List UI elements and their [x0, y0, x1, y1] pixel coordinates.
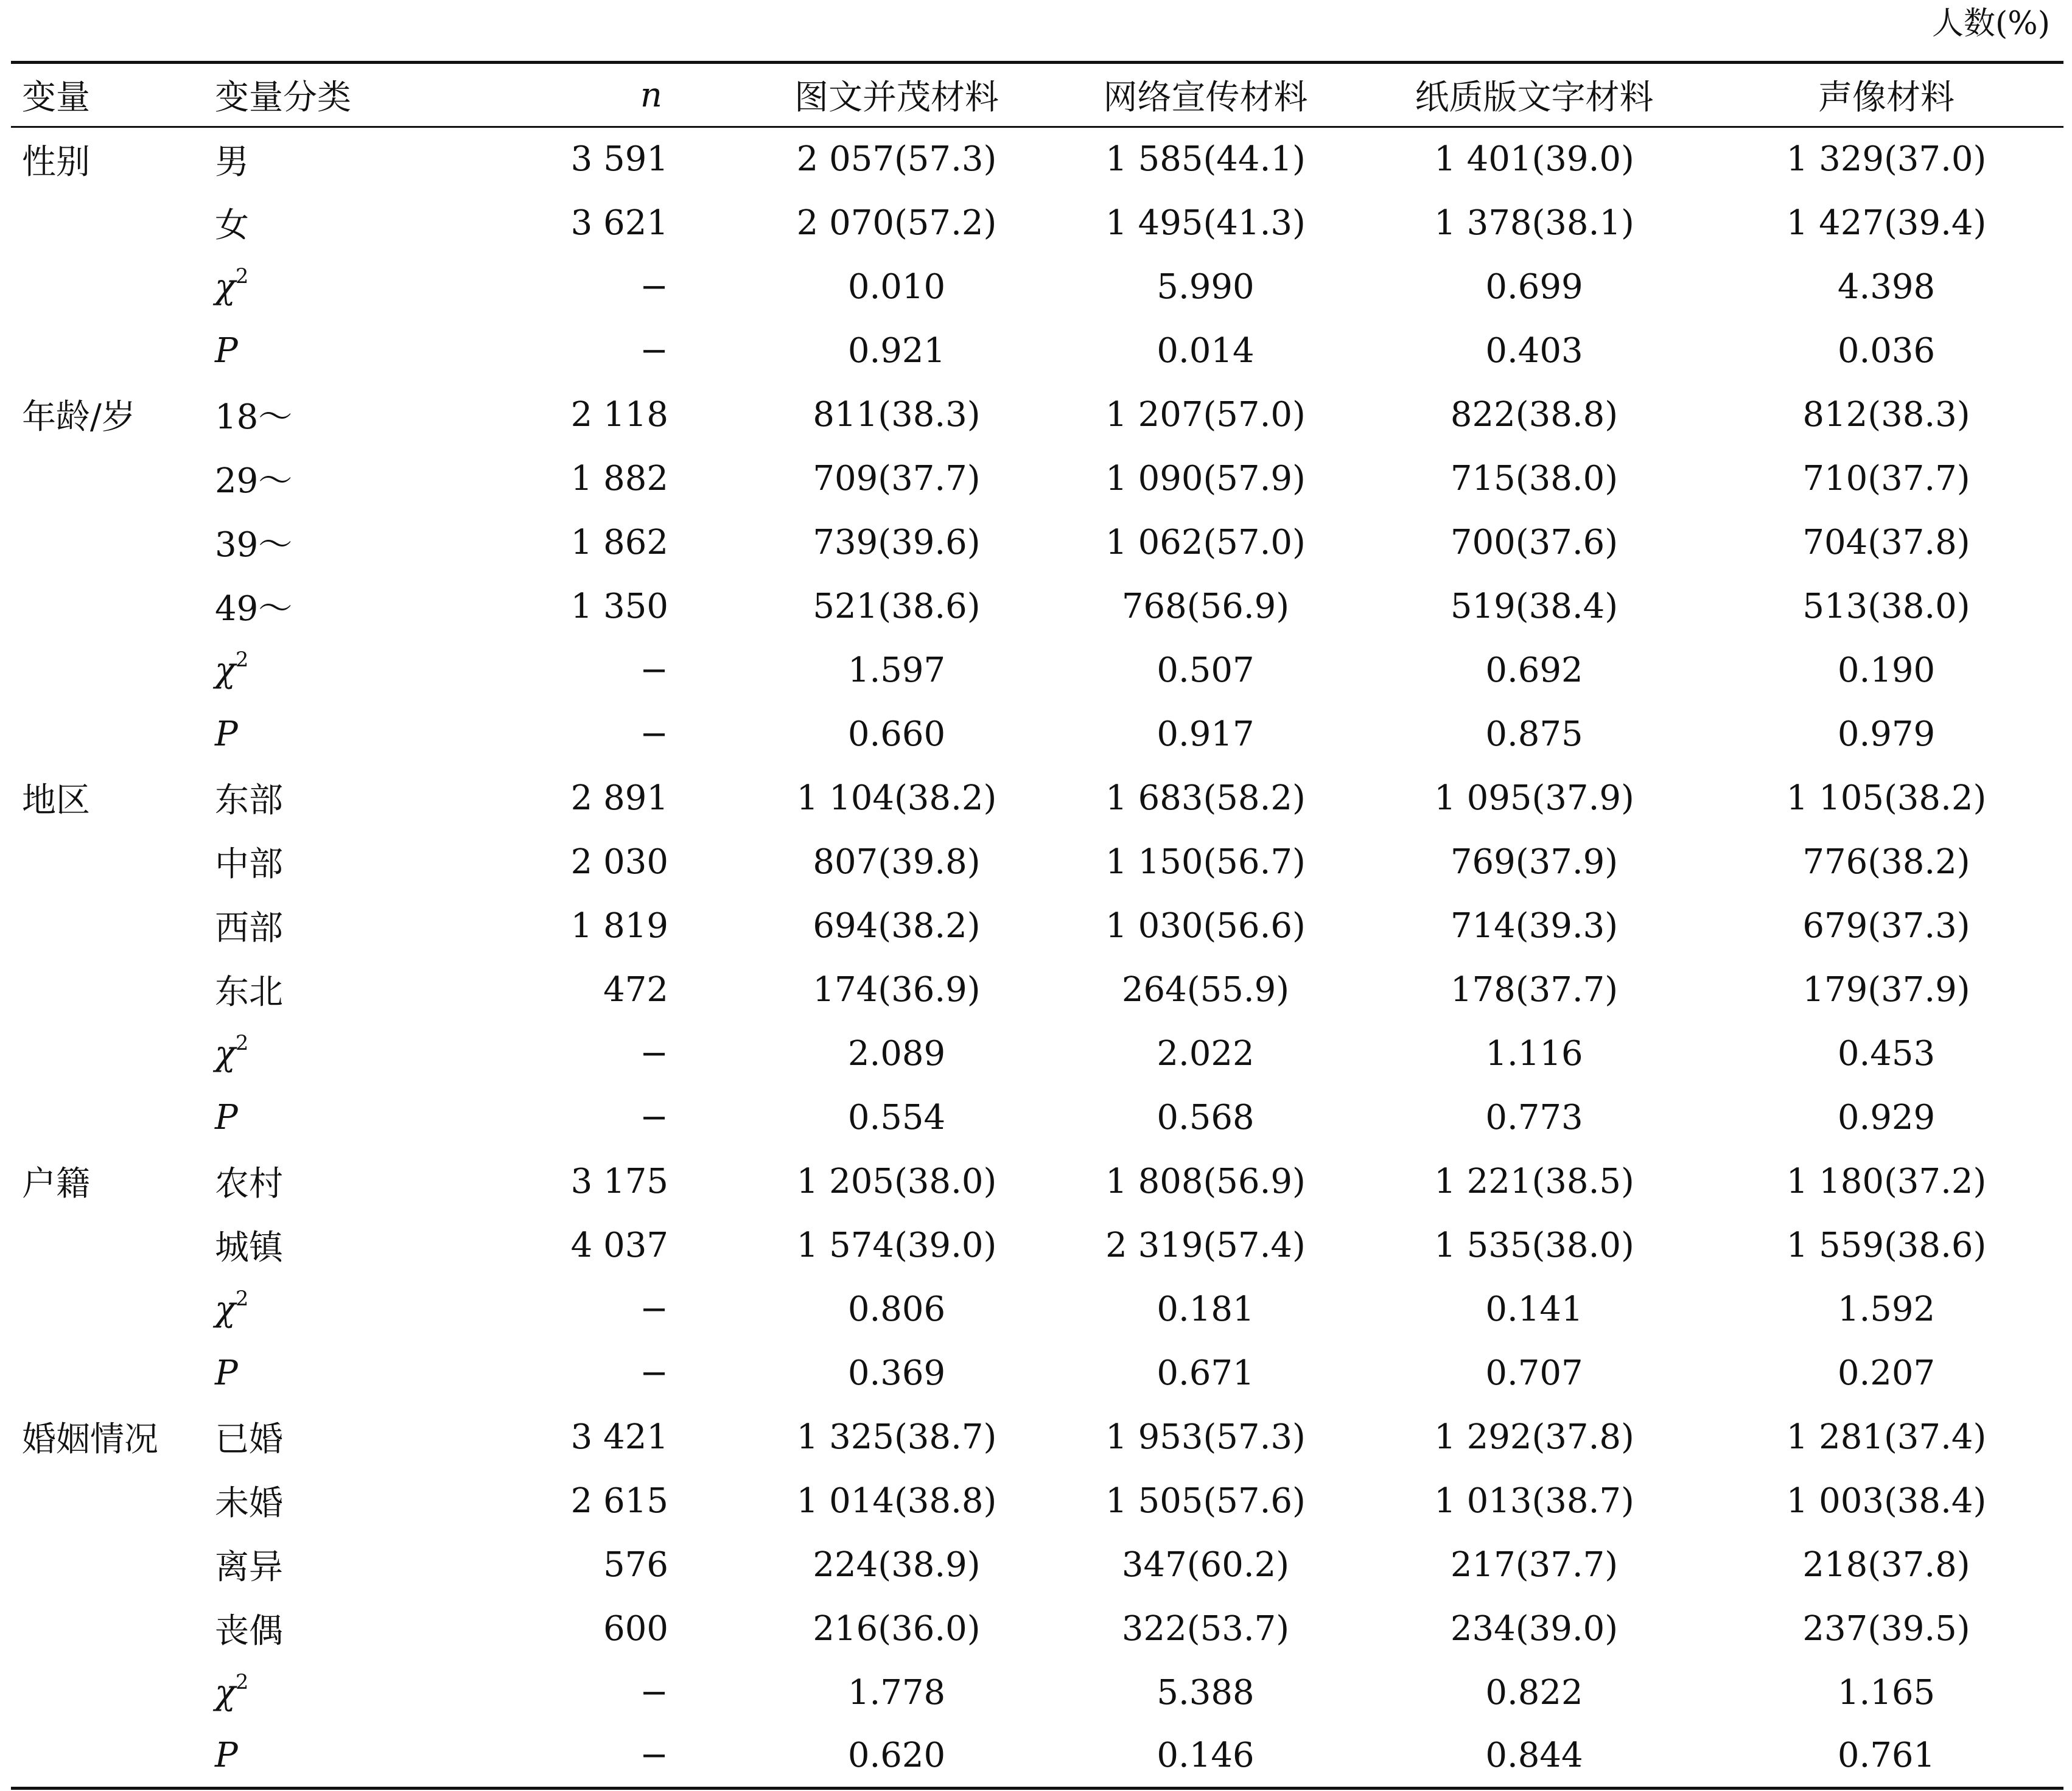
col4-cell: 0.979: [1837, 714, 1936, 754]
category-cell: [215, 1405, 391, 1469]
category-cell: [215, 702, 391, 766]
category-label: χ: [215, 1033, 236, 1074]
col3-cell: 0.692: [1485, 650, 1583, 690]
col4-cell: 704(37.8): [1802, 522, 1970, 562]
col2-cell: 768(56.9): [1121, 586, 1290, 626]
table-row: [11, 1213, 2063, 1277]
superscript: 2: [235, 264, 249, 288]
variable-cell: [11, 1725, 215, 1789]
col3-cell: 1 401(39.0): [1434, 139, 1634, 180]
superscript: 2: [235, 647, 249, 671]
table-body: [11, 127, 2063, 1789]
n-cell: 472: [603, 969, 668, 1010]
category-label: χ: [215, 267, 236, 307]
category-label: P: [215, 1353, 238, 1393]
col1-cell: 2.089: [847, 1033, 946, 1074]
unit-label: 人数(%): [1932, 5, 2050, 42]
category-cell: [215, 1341, 391, 1405]
variable-cell: [11, 1597, 215, 1661]
category-label: 女: [215, 206, 249, 245]
col1-cell: 709(37.7): [813, 458, 981, 498]
n-cell: 3 591: [570, 139, 668, 180]
table-row: [11, 127, 2063, 191]
n-cell: 2 030: [570, 842, 668, 882]
col4-cell: 1 329(37.0): [1786, 139, 1987, 180]
col4-cell: 1 003(38.4): [1786, 1481, 1987, 1521]
col1-cell: 1 104(38.2): [796, 778, 997, 818]
col4-cell: 1 180(37.2): [1786, 1161, 1987, 1201]
col2-cell: 1 150(56.7): [1105, 842, 1306, 882]
category-label: 未婚: [215, 1484, 283, 1523]
n-cell: 3 175: [570, 1161, 668, 1201]
col3-cell: 700(37.6): [1450, 522, 1619, 562]
col3-cell: 0.699: [1485, 267, 1583, 307]
variable-cell: 年龄/岁: [22, 397, 136, 437]
col4-cell: 1.592: [1837, 1289, 1936, 1329]
col2-cell: 347(60.2): [1121, 1545, 1290, 1585]
col2-cell: 2 319(57.4): [1105, 1225, 1306, 1265]
table-row: [11, 255, 2063, 319]
category-cell: [215, 191, 391, 255]
col2-cell: 1 505(57.6): [1105, 1481, 1306, 1521]
category-cell: [215, 1022, 391, 1086]
col2-cell: 5.990: [1157, 267, 1255, 307]
col3-cell: 0.141: [1485, 1289, 1583, 1329]
n-cell: −: [640, 330, 668, 371]
category-cell: [215, 638, 391, 702]
category-cell: [215, 766, 391, 830]
variable-cell: [11, 1086, 215, 1150]
category-label: 东部: [215, 781, 283, 820]
table-row: [11, 702, 2063, 766]
table-row: [11, 1277, 2063, 1341]
category-cell: [215, 1086, 391, 1150]
header-col1: 图文并茂材料: [794, 78, 999, 117]
col4-cell: 1.165: [1837, 1672, 1936, 1712]
variable-cell: [11, 894, 215, 958]
col2-cell: 264(55.9): [1121, 969, 1290, 1010]
table-row: [11, 958, 2063, 1022]
col2-cell: 0.568: [1157, 1097, 1255, 1137]
col4-cell: 4.398: [1837, 267, 1936, 307]
col4-cell: 179(37.9): [1802, 969, 1970, 1010]
col1-cell: 0.660: [847, 714, 946, 754]
category-label: P: [215, 1736, 238, 1776]
col2-cell: 1 683(58.2): [1105, 778, 1306, 818]
col1-cell: 1.597: [847, 650, 946, 690]
superscript: 2: [235, 1286, 249, 1310]
table-row: [11, 1405, 2063, 1469]
col1-cell: 0.369: [847, 1353, 946, 1393]
n-cell: 576: [603, 1545, 668, 1585]
variable-cell: [11, 574, 215, 638]
category-label: 29～: [215, 461, 293, 501]
variable-cell: 婚姻情况: [22, 1420, 158, 1459]
category-cell: [215, 447, 391, 511]
data-table: [11, 61, 2063, 1790]
table-row: [11, 511, 2063, 574]
category-cell: [215, 1469, 391, 1533]
category-label: χ: [215, 1672, 236, 1712]
category-cell: [215, 830, 391, 894]
table-row: [11, 383, 2063, 447]
table-row: [11, 447, 2063, 511]
col3-cell: 178(37.7): [1450, 969, 1619, 1010]
col4-cell: 710(37.7): [1802, 458, 1970, 498]
col1-cell: 694(38.2): [813, 906, 981, 946]
category-cell: [215, 1533, 391, 1597]
category-cell: [215, 255, 391, 319]
col4-cell: 0.453: [1837, 1033, 1936, 1074]
category-label: 离异: [215, 1548, 283, 1587]
col2-cell: 5.388: [1157, 1672, 1255, 1712]
col2-cell: 1 090(57.9): [1105, 458, 1306, 498]
col4-cell: 1 559(38.6): [1786, 1225, 1987, 1265]
col4-cell: 1 281(37.4): [1786, 1417, 1987, 1457]
col3-cell: 1 292(37.8): [1434, 1417, 1634, 1457]
category-label: χ: [215, 650, 236, 690]
col1-cell: 0.921: [847, 330, 946, 371]
header-n: n: [640, 75, 662, 115]
variable-cell: [11, 511, 215, 574]
col2-cell: 322(53.7): [1121, 1608, 1290, 1649]
category-label: 西部: [215, 909, 283, 948]
header-col2: 网络宣传材料: [1103, 78, 1308, 117]
variable-cell: [11, 1022, 215, 1086]
table-row: [11, 1341, 2063, 1405]
category-cell: [215, 511, 391, 574]
variable-cell: [11, 1533, 215, 1597]
n-cell: 3 621: [570, 203, 668, 243]
col1-cell: 216(36.0): [813, 1608, 981, 1649]
superscript: 2: [235, 1030, 249, 1055]
col2-cell: 2.022: [1157, 1033, 1255, 1074]
table-row: [11, 766, 2063, 830]
col4-cell: 0.929: [1837, 1097, 1936, 1137]
variable-cell: [11, 255, 215, 319]
col2-cell: 1 062(57.0): [1105, 522, 1306, 562]
n-cell: −: [640, 650, 668, 690]
col3-cell: 1 378(38.1): [1434, 203, 1634, 243]
col2-cell: 0.507: [1157, 650, 1255, 690]
category-label: P: [215, 1097, 238, 1137]
col3-cell: 1.116: [1485, 1033, 1583, 1074]
n-cell: 1 862: [570, 522, 668, 562]
header-category: 变量分类: [215, 78, 351, 117]
category-cell: [215, 1725, 391, 1789]
col4-cell: 0.761: [1837, 1736, 1936, 1776]
variable-cell: [11, 1213, 215, 1277]
col4-cell: 1 427(39.4): [1786, 203, 1987, 243]
category-label: 49～: [215, 589, 293, 629]
variable-cell: [11, 830, 215, 894]
category-cell: [215, 1213, 391, 1277]
table-row: [11, 1469, 2063, 1533]
col1-cell: 174(36.9): [813, 969, 981, 1010]
col4-cell: 218(37.8): [1802, 1545, 1970, 1585]
col2-cell: 1 495(41.3): [1105, 203, 1306, 243]
col3-cell: 217(37.7): [1450, 1545, 1619, 1585]
col2-cell: 1 808(56.9): [1105, 1161, 1306, 1201]
col1-cell: 0.010: [847, 267, 946, 307]
variable-cell: [11, 1341, 215, 1405]
col3-cell: 1 221(38.5): [1434, 1161, 1634, 1201]
table-row: [11, 319, 2063, 383]
col1-cell: 2 070(57.2): [796, 203, 997, 243]
n-cell: −: [640, 1353, 668, 1393]
col1-cell: 0.806: [847, 1289, 946, 1329]
col3-cell: 822(38.8): [1450, 394, 1619, 435]
col3-cell: 715(38.0): [1450, 458, 1619, 498]
table-row: [11, 1022, 2063, 1086]
category-cell: [215, 1661, 391, 1725]
n-cell: −: [640, 1672, 668, 1712]
variable-cell: 地区: [22, 781, 90, 820]
col4-cell: 0.207: [1837, 1353, 1936, 1393]
header-col3: 纸质版文字材料: [1415, 78, 1654, 117]
col2-cell: 0.146: [1157, 1736, 1255, 1776]
col1-cell: 1 205(38.0): [796, 1161, 997, 1201]
col3-cell: 0.773: [1485, 1097, 1583, 1137]
table-row: [11, 1725, 2063, 1789]
n-cell: 2 891: [570, 778, 668, 818]
n-cell: −: [640, 1097, 668, 1137]
col4-cell: 513(38.0): [1802, 586, 1970, 626]
category-cell: [215, 127, 391, 191]
variable-cell: [11, 958, 215, 1022]
table-row: [11, 830, 2063, 894]
col3-cell: 0.844: [1485, 1736, 1583, 1776]
n-cell: 1 819: [570, 906, 668, 946]
col3-cell: 769(37.9): [1450, 842, 1619, 882]
category-label: 18～: [215, 397, 293, 437]
category-label: 中部: [215, 845, 283, 884]
n-cell: −: [640, 1033, 668, 1074]
category-label: 39～: [215, 525, 293, 565]
col1-cell: 1.778: [847, 1672, 946, 1712]
col1-cell: 1 574(39.0): [796, 1225, 997, 1265]
table-row: [11, 1533, 2063, 1597]
category-label: 男: [215, 142, 249, 182]
category-label: P: [215, 330, 238, 371]
n-cell: −: [640, 267, 668, 307]
category-cell: [215, 574, 391, 638]
col3-cell: 0.707: [1485, 1353, 1583, 1393]
category-label: 东北: [215, 972, 283, 1012]
table-row: [11, 1661, 2063, 1725]
col4-cell: 812(38.3): [1802, 394, 1970, 435]
col2-cell: 1 953(57.3): [1105, 1417, 1306, 1457]
superscript: 2: [235, 1669, 249, 1694]
header-variable: 变量: [22, 78, 90, 117]
n-cell: −: [640, 1736, 668, 1776]
col2-cell: 1 207(57.0): [1105, 394, 1306, 435]
category-label: χ: [215, 1289, 236, 1329]
col3-cell: 0.403: [1485, 330, 1583, 371]
col3-cell: 714(39.3): [1450, 906, 1619, 946]
col2-cell: 0.181: [1157, 1289, 1255, 1329]
category-cell: [215, 1150, 391, 1213]
table-row: [11, 1150, 2063, 1213]
variable-cell: [11, 1469, 215, 1533]
col3-cell: 0.875: [1485, 714, 1583, 754]
col3-cell: 1 095(37.9): [1434, 778, 1634, 818]
col3-cell: 234(39.0): [1450, 1608, 1619, 1649]
col1-cell: 811(38.3): [813, 394, 981, 435]
col1-cell: 2 057(57.3): [796, 139, 997, 180]
col1-cell: 1 325(38.7): [796, 1417, 997, 1457]
col2-cell: 0.014: [1157, 330, 1255, 371]
variable-cell: [11, 447, 215, 511]
variable-cell: 户籍: [22, 1164, 90, 1204]
category-label: 丧偶: [215, 1611, 283, 1651]
col1-cell: 224(38.9): [813, 1545, 981, 1585]
col3-cell: 1 013(38.7): [1434, 1481, 1634, 1521]
variable-cell: [11, 1277, 215, 1341]
col1-cell: 0.554: [847, 1097, 946, 1137]
variable-cell: [11, 191, 215, 255]
variable-cell: [11, 1661, 215, 1725]
col3-cell: 1 535(38.0): [1434, 1225, 1634, 1265]
category-cell: [215, 1277, 391, 1341]
col4-cell: 679(37.3): [1802, 906, 1970, 946]
table-row: [11, 1597, 2063, 1661]
col3-cell: 519(38.4): [1450, 586, 1619, 626]
col4-cell: 237(39.5): [1802, 1608, 1970, 1649]
col1-cell: 521(38.6): [813, 586, 981, 626]
header-row: [11, 63, 2063, 127]
n-cell: 4 037: [570, 1225, 668, 1265]
col4-cell: 0.036: [1837, 330, 1936, 371]
col1-cell: 739(39.6): [813, 522, 981, 562]
col3-cell: 0.822: [1485, 1672, 1583, 1712]
table-row: [11, 191, 2063, 255]
col1-cell: 1 014(38.8): [796, 1481, 997, 1521]
n-cell: 1 350: [570, 586, 668, 626]
n-cell: −: [640, 1289, 668, 1329]
col1-cell: 0.620: [847, 1736, 946, 1776]
col4-cell: 0.190: [1837, 650, 1936, 690]
n-cell: 3 421: [570, 1417, 668, 1457]
n-cell: 2 118: [570, 394, 668, 435]
category-cell: [215, 319, 391, 383]
table-row: [11, 894, 2063, 958]
category-cell: [215, 958, 391, 1022]
col2-cell: 1 030(56.6): [1105, 906, 1306, 946]
n-cell: 1 882: [570, 458, 668, 498]
n-cell: 2 615: [570, 1481, 668, 1521]
category-label: 已婚: [215, 1420, 283, 1459]
variable-cell: [11, 638, 215, 702]
category-label: P: [215, 714, 238, 754]
table-row: [11, 1086, 2063, 1150]
variable-cell: [11, 702, 215, 766]
category-label: 城镇: [215, 1228, 283, 1268]
n-cell: 600: [603, 1608, 668, 1649]
category-cell: [215, 894, 391, 958]
col2-cell: 0.917: [1157, 714, 1255, 754]
variable-cell: 性别: [22, 142, 90, 182]
header-col4: 声像材料: [1818, 78, 1955, 117]
n-cell: −: [640, 714, 668, 754]
category-cell: [215, 1597, 391, 1661]
col2-cell: 1 585(44.1): [1105, 139, 1306, 180]
variable-cell: [11, 319, 215, 383]
table-row: [11, 638, 2063, 702]
category-label: 农村: [215, 1164, 283, 1204]
col4-cell: 776(38.2): [1802, 842, 1970, 882]
col1-cell: 807(39.8): [813, 842, 981, 882]
category-cell: [215, 383, 391, 447]
table-row: [11, 574, 2063, 638]
col2-cell: 0.671: [1157, 1353, 1255, 1393]
col4-cell: 1 105(38.2): [1786, 778, 1987, 818]
